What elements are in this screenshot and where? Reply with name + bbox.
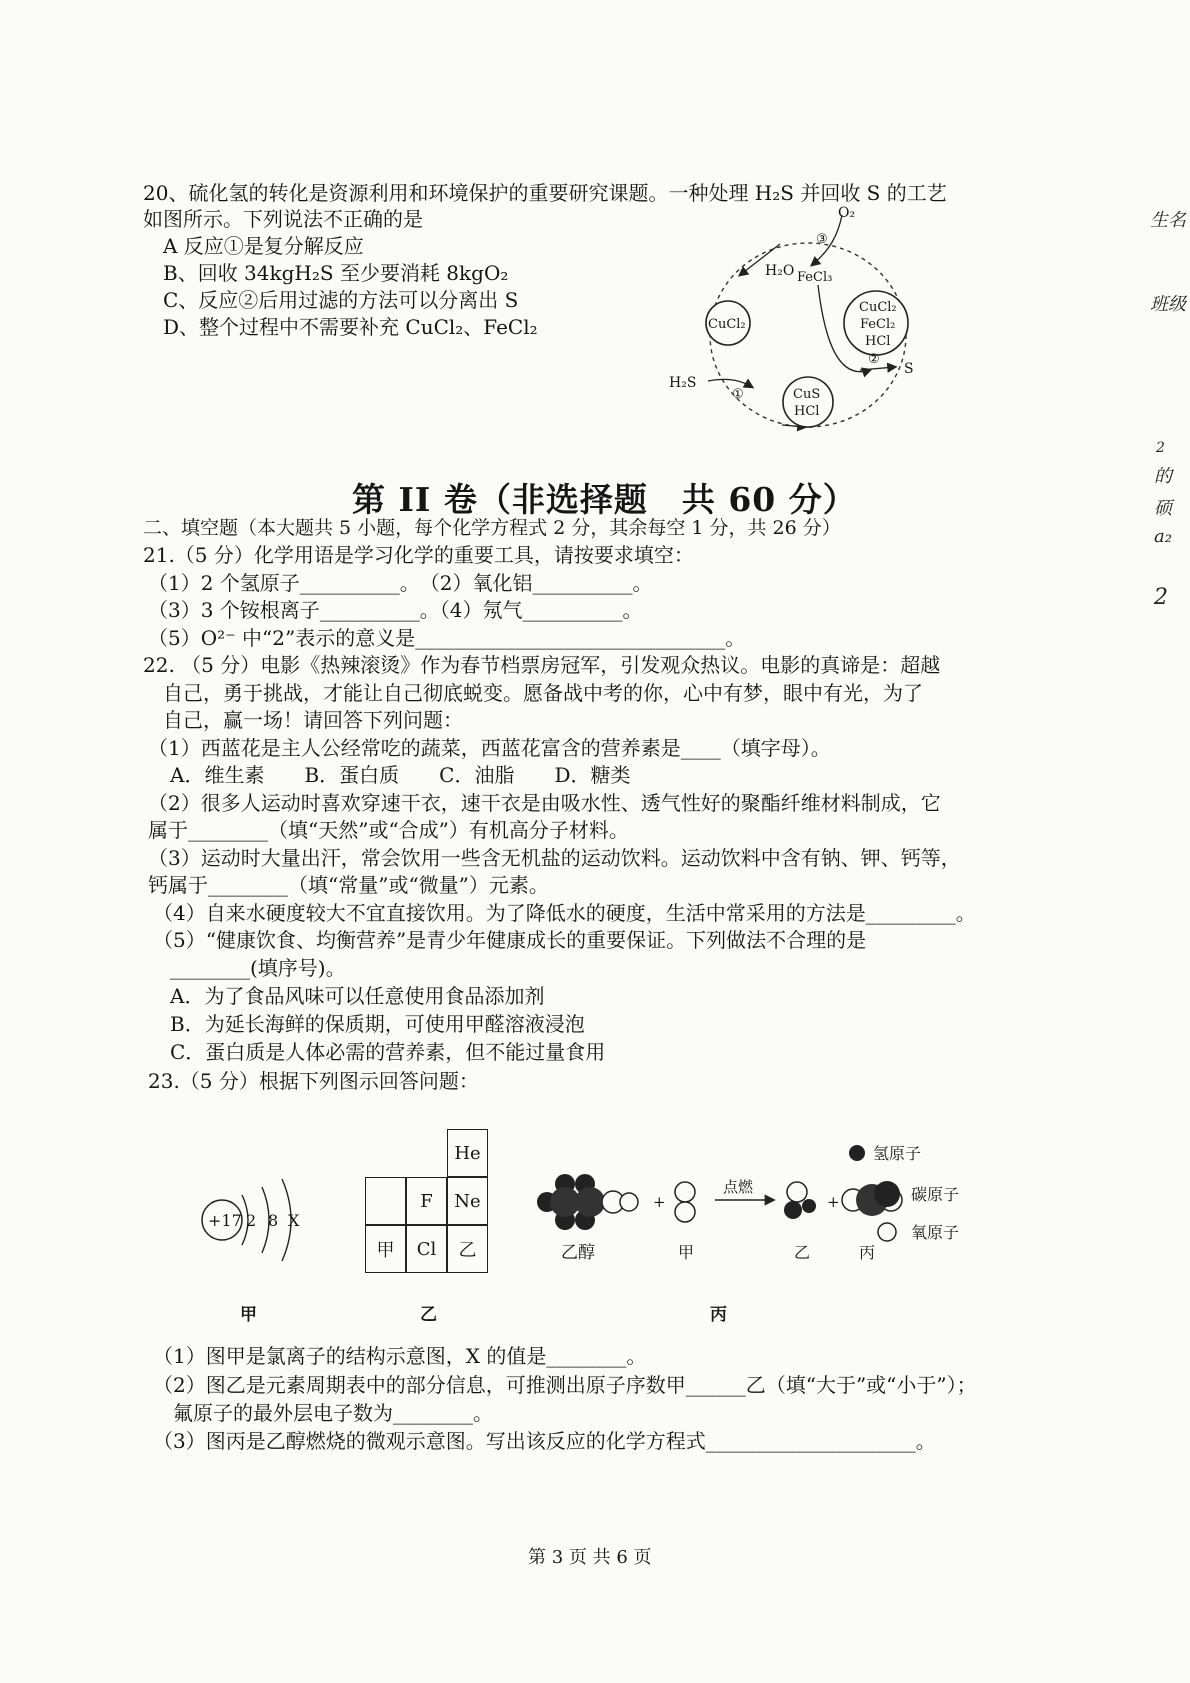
caption-jia: 甲: [240, 1305, 257, 1325]
q20-option-c: C、反应②后用过滤的方法可以分离出 S: [163, 288, 519, 312]
cucl2-label: CuCl₂: [708, 317, 746, 332]
margin-fragment-3: 2: [1156, 440, 1165, 456]
caption-bing: 丙: [710, 1305, 727, 1325]
product-bing-label: 丙: [859, 1243, 876, 1262]
cell-he: He: [447, 1129, 488, 1177]
fecl3-label: FeCl₃: [797, 270, 833, 285]
h2o-label: H₂O: [765, 263, 795, 279]
legend-oxygen: 氧原子: [911, 1223, 960, 1242]
shell2-electrons: 8: [268, 1211, 279, 1230]
page-number: 第 3 页 共 6 页: [528, 1547, 652, 1568]
plus-2: +: [827, 1193, 840, 1211]
q22-part5-option-a: A．为了食品风味可以任意使用食品添加剂: [170, 984, 545, 1008]
caption-yi: 乙: [420, 1305, 437, 1325]
margin-fragment-1: 生名: [1150, 210, 1186, 231]
legend-hydrogen: 氢原子: [873, 1144, 922, 1163]
q20-option-d: D、整个过程中不需要补充 CuCl₂、FeCl₂: [163, 315, 538, 339]
ethanol-combustion-diagram: [535, 1140, 995, 1275]
margin-fragment-6: a₂: [1154, 526, 1172, 547]
q20-option-b: B、回收 34kgH₂S 至少要消耗 8kgO₂: [163, 261, 509, 285]
q23-stem: 23.（5 分）根据下列图示回答问题：: [148, 1069, 479, 1093]
o2-label: O₂: [838, 205, 856, 221]
q20-stem-line1: 20、硫化氢的转化是资源利用和环境保护的重要研究课题。一种处理 H₂S 并回收 S 的工艺: [143, 181, 947, 205]
step2-label: ②: [868, 352, 880, 367]
q22-part3-line1: （3）运动时大量出汗，常会饮用一些含无机盐的运动饮料。运动饮料中含有钠、钾、钙等，: [148, 846, 961, 870]
step3-label: ③: [816, 232, 828, 247]
q21-stem: 21.（5 分）化学用语是学习化学的重要工具，请按要求填空：: [143, 543, 694, 567]
q20-stem-line2: 如图所示。下列说法不正确的是: [143, 207, 423, 231]
cell-ne: Ne: [447, 1177, 488, 1225]
q23-part2-line1: （2）图乙是元素周期表中的部分信息，可推测出原子序数甲______乙（填“大于”或“小于”）；: [153, 1373, 977, 1397]
h2s-label: H₂S: [669, 375, 697, 391]
cus-circle: [783, 377, 833, 427]
shell1-electrons: 2: [246, 1211, 257, 1230]
q22-stem-line1: 22. （5 分）电影《热辣滚烫》作为春节档票房冠军，引发观众热议。电影的真谛是：超越: [143, 653, 941, 677]
q22-part5-option-c: C．蛋白质是人体必需的营养素，但不能过量食用: [170, 1040, 606, 1064]
chloride-ion-structure-diagram: [198, 1165, 328, 1275]
section2-title: 第 II 卷（非选择题 共 60 分）: [352, 480, 857, 519]
q22-part5-option-b: B．为延长海鲜的保质期，可使用甲醛溶液浸泡: [170, 1012, 585, 1036]
ethanol-molecule: [537, 1174, 638, 1230]
margin-fragment-5: 硕: [1154, 498, 1172, 519]
q20-option-a: A 反应①是复分解反应: [163, 234, 364, 258]
water-molecule: [784, 1182, 816, 1219]
legend-carbon: 碳原子: [911, 1185, 960, 1204]
q22-part2-line2: 属于________（填“天然”或“合成”）有机高分子材料。: [148, 818, 629, 842]
margin-fragment-2: 班级: [1150, 294, 1186, 315]
s-label: S: [904, 361, 914, 377]
ignite-label: 点燃: [723, 1178, 754, 1196]
margin-fragment-7: 2: [1154, 585, 1168, 610]
step1-label: ①: [732, 387, 744, 402]
q20-process-diagram: [660, 195, 960, 440]
q22-part1: （1）西蓝花是主人公经常吃的蔬菜，西蓝花富含的营养素是____（填字母）。: [148, 736, 831, 760]
oxygen-molecule: [675, 1182, 695, 1222]
q22-part1-options: A．维生素 B．蛋白质 C．油脂 D．糖类: [170, 763, 631, 787]
ethanol-label: 乙醇: [561, 1243, 595, 1263]
q22-part3-line2: 钙属于________（填“常量”或“微量”）元素。: [148, 873, 549, 897]
cell-yi: 乙: [447, 1225, 488, 1273]
q22-part2-line1: （2）很多人运动时喜欢穿速干衣，速干衣是由吸水性、透气性好的聚酯纤维材料制成，它: [148, 791, 941, 815]
cell-empty: [365, 1177, 406, 1225]
q21-line1: （1）2 个氢原子__________。 （2）氧化铝__________。: [148, 571, 653, 595]
q22-stem-line3: 自己，赢一场！请回答下列问题：: [163, 708, 463, 732]
q22-stem-line2: 自己，勇于挑战，才能让自己彻底蜕变。愿备战中考的你，心中有梦，眼中有光，为了: [163, 681, 923, 705]
q21-line2: （3）3 个铵根离子__________。（4）氖气__________。: [148, 598, 643, 622]
product-yi-label: 乙: [794, 1243, 811, 1262]
cell-cl: Cl: [406, 1225, 447, 1273]
q23-part2-line2: 氟原子的最外层电子数为________。: [173, 1401, 493, 1425]
cell-jia: 甲: [365, 1225, 406, 1273]
mix-fecl2: FeCl₂: [860, 317, 896, 332]
shell3-electrons: X: [288, 1211, 300, 1230]
cus-label: CuS: [793, 387, 821, 402]
q23-part1: （1）图甲是氯离子的结构示意图，X 的值是________。: [153, 1344, 647, 1368]
mix-hcl: HCl: [865, 334, 891, 349]
fill-in-header: 二、填空题（本大题共 5 小题，每个化学方程式 2 分，其余每空 1 分，共 26 分）: [143, 517, 841, 539]
margin-fragment-4: 的: [1154, 466, 1172, 487]
mix-cucl2: CuCl₂: [859, 300, 897, 315]
nucleus-charge: +17: [208, 1211, 242, 1230]
q22-part5-line2: ________(填序号)。: [170, 956, 346, 980]
q23-part3: （3）图丙是乙醇燃烧的微观示意图。写出该反应的化学方程式_____________________。: [153, 1429, 936, 1453]
q22-part4: （4）自来水硬度较大不宜直接饮用。为了降低水的硬度，生活中常采用的方法是_________。: [153, 901, 976, 925]
cus-hcl: HCl: [794, 404, 820, 419]
q22-part5-line1: （5）“健康饮食、均衡营养”是青少年健康成长的重要保证。下列做法不合理的是: [153, 928, 867, 952]
cell-f: F: [406, 1177, 447, 1225]
q21-line3: （5）O²⁻ 中“2”表示的意义是_______________________________。: [148, 626, 746, 650]
reactant-jia-label: 甲: [678, 1243, 695, 1262]
plus-1: +: [653, 1193, 666, 1211]
periodic-table-fragment: [365, 1129, 489, 1273]
